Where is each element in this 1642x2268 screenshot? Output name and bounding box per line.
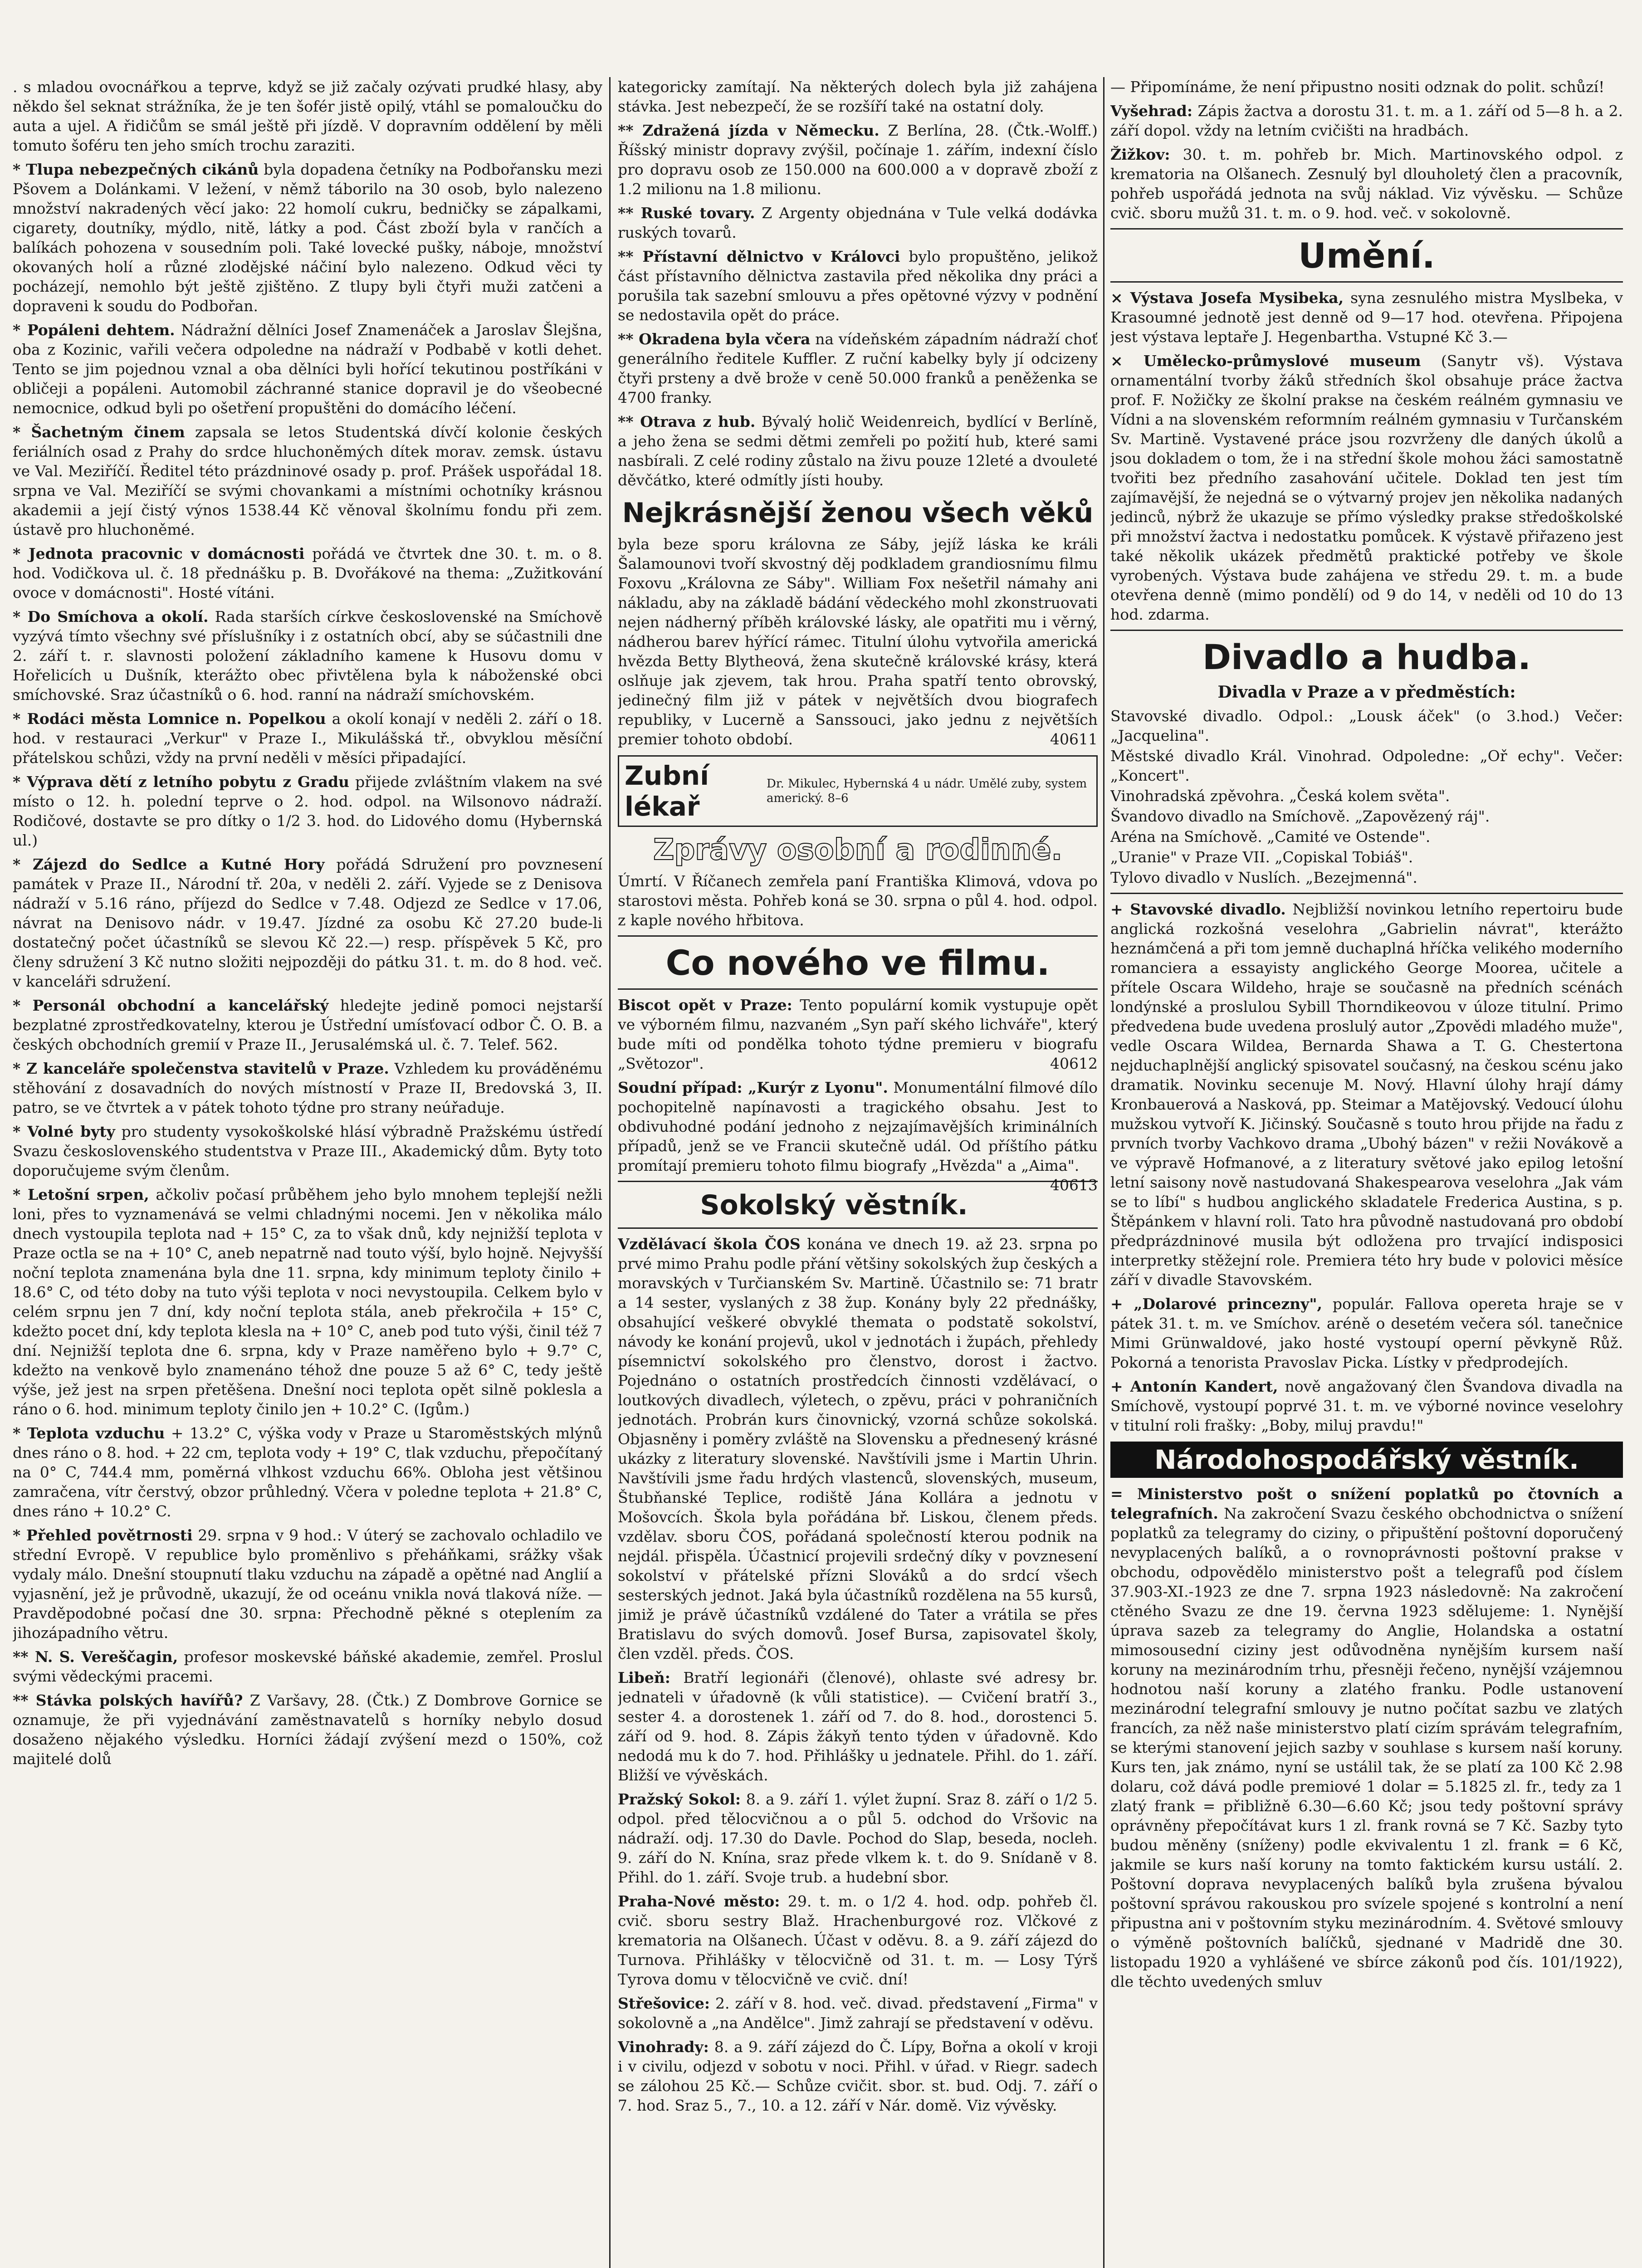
divider <box>1110 630 1623 631</box>
column-divider <box>609 77 611 2268</box>
personal-news-title: Zprávy osobní a rodinné. <box>653 833 1062 867</box>
news-article <box>13 607 602 704</box>
news-article <box>13 709 602 767</box>
sokol-article <box>618 1994 1098 2033</box>
divider <box>1110 893 1623 894</box>
article-lead: × Umělecko-průmyslové museum <box>1110 352 1421 370</box>
news-article <box>13 1122 602 1180</box>
article-lead: + „Dolarové princezny", <box>1110 1295 1323 1313</box>
article-text: nově angažovaný člen Švandova divadla na Smíchově, vystoupí poprvé 31. t. m. ve výborné novince veselohry v titulní roli frašky: „Boby, miluj pravdu!" <box>1110 1378 1623 1434</box>
article-code: 40613 <box>1050 1176 1098 1194</box>
article-lead: Praha-Nové město: <box>618 1892 780 1910</box>
news-article <box>13 1059 602 1117</box>
article-text: konána ve dnech 19. až 23. srpna po prvé mimo Prahu podle přání většiny sokolských žup českých a moravských v Turčianském Sv. Martině. Účastnilo se: 71 bratr a 14 sester, vyslaných z 38 žup. Konány byly 22 přednášky, obsahující veškeré obvyklé themata o podstatě sokolství, návody ke konání projevů, ukol v jednotách i župách, přehledy písemnictví sokolského pro členstvo, dorost i žactvo. Pojednáno o ostatních prostředcích činnosti vzdělávací, o loutkových divadlech, výletech, o zpěvu, práci v pohraničních jednotách. Probrán kurs činovnický, vzorná schůze sokolská. Objasněny i poměry zvláště na Slovensku a přednesený krásné ukázky z literatury slovenské. Navštívili jsme i Martin Uhrin. Navštívili jsme řadu hrdých vlastenců, slovenských, museum, Štubňanské Teplice, rodiště Jána Kollára a jednotu v Mošovcích. Škola byla pořádána bř. Liskou, členem předs. vzdělav. sboru ČOS, pořádaná společností kterou podnik na nejdál. přispěla. Účastnicí projevili srdečný díky v povznesení sokolství v přátelské přízni Slováků a do srdcí všech sesterských jednot. Jaká byla účastníků rozdělena na 55 kursů, jimiž je právě účastníků vzdálené do Tater a vrátila se přes Bratislavu do svých domovů. Josef Bursa, zapisovatel školy, člen vzděl. předs. ČOS. <box>618 1235 1098 1662</box>
news-article <box>13 77 602 155</box>
article-lead: Střešovice: <box>618 1994 710 2012</box>
article-text: na vídeňském západním nádraží choť generálního ředitele Kuffler. Z ruční kabelky byly jí odcizeny čtyři prsteny a dvě brože v ceně 50.000 franků a peněženka se 4700 franky. <box>618 330 1098 406</box>
article-text: 30. t. m. pohřeb br. Mich. Martinovského odpol. z krematoria na Olšanech. Zesnulý byl dlouholetý člen a pracovník, pohřeb uspořádá jednota na svůj náklad. Viz vývěsku. — Schůze cvič. sboru mužů 31. t. m. o 9. hod. več. v sokolovně. <box>1110 146 1623 222</box>
article-lead: = Ministerstvo pošt o snížení poplatků po čtovních a telegrafních. <box>1110 1485 1623 1522</box>
article-text: Bývalý holič Weidenreich, bydlící v Berlíně, a jeho žena se sedmi dětmi zemřeli po požití hub, které sami nasbírali. Z celé rodiny zůstalo na živu pouze 12leté a dvouleté děvčátko, které odmítly jísti houby. <box>618 413 1098 489</box>
news-article <box>13 996 602 1054</box>
article-text: Z Varšavy, 28. (Čtk.) Z Dombrove Gornice se oznamuje, že při vyjednávání zaměstnavatelů s horníky nebylo dosud dosaženo nějakého výsledku. Horníci žádají zvýšení mezd o 150%, což majitelé dolů <box>13 1691 602 1768</box>
article-text: syna zesnulého mistra Myslbeka, v Krasoumné jednotě jest denně od 9—17 hod. otevřena. Připojena jest výstava leptaře J. Hegenbartha. Vstupné Kč 3.— <box>1110 289 1623 346</box>
film-section-title: Co nového ve filmu. <box>665 943 1050 983</box>
article-lead: ** Otrava z hub. <box>618 413 756 430</box>
sokol-article <box>618 1789 1098 1887</box>
article-text: pořádá ve čtvrtek dne 30. t. m. o 8. hod. Vodičkova ul. č. 18 přednášku p. B. Dvořákové na thema: „Zužitkování ovoce v domácnosti". Hosté vítáni. <box>13 545 602 601</box>
article-text: hledejte jedině pomoci nejstarší bezplatné zprostředkovatelny, kterou je Ústřední umísťovací odbor Č. O. B. a českých obchodních gremií v Praze II., Jerusalémská ul. č. 7. Telef. 562. <box>13 997 602 1053</box>
personal-news <box>618 833 1098 930</box>
article-text: Nejbližší novinkou letního repertoiru bude anglická rozkošná veselohra „Gabrielin návrat", kterážto heznámčená a při tom jemně duchaplná hříčka velikého moderního romanciera a essayisty anglického George Moorea, učitele a přítele Oscara Wildeho, hraje se současně na předních scénách londýnské a proslulou Sybill Thorndikeovou v úloze titulní. Primo předvedena bude uvedena proslulý autor „Zpovědi mladého muže", vedle Oscara Wildea, Bernarda Shawa a T. G. Chestertona nejduchaplnější anglický spisovatel současný, na českou scénu jako dramatik. Novinku secenuje M. Nový. Hlavní úlohy hrají dámy Kronbauerová a Nasková, pp. Steimar a Matějovský. Vedoucí úlohu mužskou vytvoří K. Jičinský. Současně s touto hrou přijde na řadu z prvních tvorby Vachkovo drama „Ubohý bázen" v režii Novákově a ve výpravě Hofmanové, a z literatury světové jako epilog letošní letní saisony nově nastudovaná Shakespearova veselohra „Jak vám se to líbí" s hudbou anglického skladatele Frederica Austina, s p. Štěpánkem v hlavní roli. Tato hra původně nastudovaná pro období předprázdninové musila být odložena pro trvající indisposici interpretky stěžejní role. Premiera této hry bude v polovici měsíce září v divadle Stavovském. <box>1110 900 1623 1289</box>
article-text: bylo propuštěno, jelikož část přístavního dělnictva zastavila před několika dny práci a porušila tak sazební smlouvu a přes opětovné výzvy v podnění se nedostavila opět do práce. <box>618 248 1098 324</box>
article-lead: * Přehled povětrnosti <box>13 1526 193 1544</box>
news-article <box>618 121 1098 199</box>
article-text: kategoricky zamítají. Na některých dolech byla již zahájena stávka. Jest nebezpečí, že se rozšíří také na ostatní doly. <box>618 78 1098 115</box>
article-text: . s mladou ovocnářkou a teprve, když se již začaly ozývati prudké hlasy, aby někdo šel seknat strážníka, že je ten šofér jistě opilý, vtáhl se pomaloučku do auta a ujel. A řidičům se smál ještě při jízdě. V dopravním oddělení by měli tomuto šoféru ten jeho smích trochu zaraziti. <box>13 78 602 154</box>
news-article <box>13 160 602 316</box>
economy-section-title: Národohospodářský věstník. <box>1110 1442 1623 1478</box>
column-3 <box>1110 77 1623 2268</box>
sokol-article <box>618 1234 1098 1663</box>
article-lead: + Stavovské divadlo. <box>1110 900 1286 918</box>
article-text: zapsala se letos Studentská dívčí kolonie českých feriálních osad z Prahy do srdce hluchoněmých dítek morav. zemsk. ústavu ve Val. Meziříčí. Ředitel této prázdninové osady p. prof. Prášek uspořádal 18. srpna ve Val. Meziříčí se svými chovankami a místními ochotníky krásnou akademii a její čistý výnos 1538.44 Kč věnoval školnímu fondu při zem. ústavě pro hluchoněmé. <box>13 423 602 538</box>
art-article <box>1110 351 1623 624</box>
art-section-title: Umění. <box>1298 235 1435 276</box>
article-lead: Libeň: <box>618 1669 670 1686</box>
article-lead: * Z kanceláře společenstva stavitelů v Praze. <box>13 1060 389 1077</box>
article-lead: Soudní případ: „Kurýr z Lyonu". <box>618 1079 888 1096</box>
article-lead: * Rodáci města Lomnice n. Popelkou <box>13 710 326 728</box>
film-article <box>618 995 1098 1073</box>
theatre-article <box>1110 1377 1623 1435</box>
column-2 <box>618 77 1098 2268</box>
theatre-listing <box>1110 706 1623 887</box>
ad-queen-of-sheba <box>618 496 1098 749</box>
news-article <box>13 772 602 850</box>
theatre-article <box>1110 899 1623 1290</box>
article-text: 8. a 9. září zájezd do Č. Lípy, Bořna a okolí v kroji i v civilu, odjezd v sobotu v noci. Přihl. v úřad. v Riegr. sadech se zálohou 25 Kč.— Schůze cvičit. sbor. st. bud. Odj. 7. září o 7. hod. Sraz 5., 7., 10. a 12. září v Nár. domě. Viz vývěsky. <box>618 2038 1098 2114</box>
article-lead: * Výprava dětí z letního pobytu z Gradu <box>13 773 350 791</box>
theatre-listing-line: Tylovo divadlo v Nuslích. „Bezejmenná". <box>1110 869 1417 886</box>
divider <box>618 988 1098 990</box>
theatre-listing-line: „Uranie" v Praze VII. „Copiskal Tobiáš". <box>1110 848 1413 866</box>
theatre-article <box>1110 1294 1623 1372</box>
sokol-article <box>618 2037 1098 2115</box>
ad-title: Nejkrásnější ženou všech věků <box>622 497 1094 529</box>
article-text: přijede zvláštním vlakem na své místo o 12. h. polední teprve o 2. hod. odpol. na Wilsonovo nádraží. Rodičové, dostavte se pro dítky o 1/2 3. hod. do Lidového domu (Hybernská ul.) <box>13 773 602 849</box>
article-text: Bratří legionáři (členové), ohlaste své adresy br. jednateli v úřadovně (k vůli statistice). — Cvičení bratří 3., sester 4. a dorostenek 1. září od 7. do 8. hod., dorostenci 5. září od 9. hod. 8. Zápis žákyň tento týden v úřadovně. Kdo nedodá mu k do 7. hod. Přihlášky u jednatele. Přihl. do 1. září. Bližší ve vývěskách. <box>618 1669 1098 1784</box>
article-text: Monumentální filmové dílo pochopitelně napínavosti a tragického obsahu. Jest to obdivuhodné podání jednoho z nejzajímavějších kriminálních případů, jenž se ve Francii skutečně udál. Od příštího pátku promítají premieru tohoto filmu biografy „Hvězda" a „Aima". <box>618 1079 1098 1174</box>
article-text: Zápis žactva a dorostu 31. t. m. a 1. září od 5—8 h. a 2. září dopol. vždy na letním cvičišti na hradbách. <box>1110 102 1623 139</box>
article-lead: ** Zdražená jízda v Německu. <box>618 122 880 139</box>
article-lead: Vinohrady: <box>618 2038 709 2056</box>
article-text: byla dopadena četníky na Podbořansku mezi Pšovem a Dolánkami. V ležení, v němž táborilo na 30 osob, bylo nalezeno množství nakradených věcí jako: 22 homolí cukru, bedničky se zápalkami, cigarety, doutníky, mýdlo, nitě, látky a pod. Část zboží byla v rančích a balíkách pohozena v sousedním poli. Také lovecké pušky, náboje, množství okovaných holí a různé zlodějské náčiní bylo nalezeno. Odkud věci ty pocházejí, nemohlo být ještě zjištěno. Z tlupy byli čtyři muži zatčeni a dopraveni k soudu do Podbořan. <box>13 161 602 315</box>
article-text: Tento populární komik vystupuje opět ve výborném filmu, nazvaném „Syn paří ského lichváře", který bude míti od pondělka tohoto týdne premieru v biografu „Světozor". <box>618 996 1098 1072</box>
news-article <box>13 320 602 418</box>
sokol-section-title: Sokolský věstník. <box>700 1189 968 1221</box>
article-lead: Vyšehrad: <box>1110 102 1193 120</box>
column-divider <box>1103 77 1104 2268</box>
article-text: pořádá Sdružení pro povznesení památek v Praze II., Národní tř. 20a, v neděli 2. září. Vyjede se z Denisova nádraží v 5.16 ráno, příjezd do Sedlce v 7.48. Odjezd ze Sedlce v 17.06, návrat na Denisovo nádr. v 19.47. Jízdné za osobu Kč 27.20 bude-li dostatečný počet účastníků se slevou Kč 22.—) resp. příspěvek 5 Kč, pro členy sdružení 3 Kč nutno složiti nejpozději do pátku 31. t. m. do 8 hod. več. v kanceláři sdružení. <box>13 855 602 990</box>
article-text: 29. srpna v 9 hod.: V úterý se zachovalo ochladilo ve střední Evropě. V republice bylo proměnlivo s přeháňkami, srážky však vydaly málo. Dnešní stoupnutí tlaku vzduchu na západě a opětné nad Anglií a vyjasnění, jež je průvodně, ukazují, že od oceánu vnikla nová tlaková níže. — Pravděpodobné počasí dne 30. srpna: Přechodně pěkné s oteplením za jihozápadního větru. <box>13 1526 602 1642</box>
theatre-news <box>1110 899 1623 1435</box>
art-section <box>1110 288 1623 624</box>
news-article <box>13 1525 602 1642</box>
divider <box>618 935 1098 937</box>
article-text: Rada starších církve československé na Smíchově vyzývá tímto všechny své příslušníky i z ostatních obcí, aby se súčastnili dne 2. září t. r. slavnosti položení základního kamene k Husovu domu v Hořelicích u Dušník, kterážto obec přivtělena byla k náboženské obci smíchovské. Sraz účastníků o 6. hod. ranní na nádraží smíchovském. <box>13 608 602 704</box>
news-article <box>618 412 1098 490</box>
sokol-article <box>1110 77 1623 97</box>
article-text: a okolí konají v neděli 2. září o 18. hod. v restauraci „Verkur" v Praze I., Mikulášská tř., obvyklou měsíční přátelskou schůzi, vždy na první neděli v měsíci připadající. <box>13 710 602 767</box>
article-lead: Biscot opět v Praze: <box>618 996 792 1014</box>
article-lead: * Jednota pracovnic v domácnosti <box>13 545 305 562</box>
personal-news-text: Úmrtí. V Říčanech zemřela paní Františka Klimová, vdova po starostovi města. Pohřeb koná se 30. srpna o půl 4. hod. odpol. z kaple nového hřbitova. <box>618 872 1098 929</box>
news-article <box>618 247 1098 325</box>
article-text: (Sanytr vš). Výstava ornamentální tvorby žáků středních škol obsahuje práce žactva prof. F. Nožičky ze školní prakse na českém reálném gymnasiu ve Vídni a na slovenském reformním reálném gymnasiu v Turčanském Sv. Martině. Vystavené práce jsou rozvrženy dle daných úkolů a jsou dokladem o tom, že i na střední škole mohou žáci samostatně tvořiti bez předního zasahování učitele. Doklad ten jest tím zajímavější, že nejedná se o výtvarný projev jen několika nadaných jedinců, nýbrž že ukazuje se přímo výsledky prakse středoškolské při množství žactva i nedostatku pomůcek. K výstavě přiřazeno jest také několik ukázek předmětů praktické potřeby ve škole vyrobených. Výstava bude zahájena ve středu 29. t. m. a bude otevřena denně (mimo pondělí) od 9 do 14, v neděli od 10 do 13 hod. zdarma. <box>1110 352 1623 623</box>
article-text: + 13.2° C, výška vody v Praze u Staroměstských mlýnů dnes ráno o 8. hod. + 22 cm, teplota vody + 19° C, tlak vzduchu, přepočítaný na 0° C, 744.4 mm, poměrná vlhkost vzduchu 66%. Obloha jest většinou zamračena, vítr čerstvý, obzor průhledný. Včera v poledne teplota + 21.8° C, dnes ráno + 10.2° C. <box>13 1424 602 1520</box>
news-article <box>13 1647 602 1686</box>
article-lead: ** N. S. Vereščagin, <box>13 1648 178 1666</box>
ad-dentist-title: Zubní lékař <box>625 760 709 822</box>
divider <box>618 1227 1098 1229</box>
divider <box>1110 281 1623 283</box>
article-text: 2. září v 8. hod. več. divad. představení „Firma" v sokolovně a „na Andělce". Jimž zahrají se představení v oděvu. <box>618 1994 1098 2032</box>
article-text: pro studenty vysokoškolské hlásí výbradně Pražskému ústředí Svazu československého studentstva v Praze III., Akademický dům. Byty toto doporučujeme svým členům. <box>13 1123 602 1179</box>
divider <box>1110 228 1623 230</box>
sokol-section <box>618 1234 1098 2115</box>
article-lead: ** Stávka polských havířů? <box>13 1691 243 1709</box>
article-text: 29. t. m. o 1/2 4. hod. odp. pohřeb čl. cvič. sboru sestry Blaž. Hrachenburgové roz. Vlčkové z krematoria na Olšanech. Účast v oděvu. 8. a 9. září zájezd do Turnova. Přihlášky v tělocvičně od 31. t. m. — Losy Týrš Tyrova domu v tělocvičně ve cvič. dní! <box>618 1892 1098 1988</box>
sokol-article <box>618 1892 1098 1989</box>
theatre-listing-line: Aréna na Smíchově. „Camité ve Ostende". <box>1110 828 1431 846</box>
article-text: Na zakročení Svazu českého obchodnictva o snížení poplatků za telegramy do ciziny, o připuštění poštovní doporučený nevyplacených balíků, a o rovnoprávnosti poštovní prakse v obchodu, odpovědělo ministerstvo pošt a telegrafů pod číslem 37.903-XI.-1923 ze dne 7. srpna 1923 následovně: Na zakročení ctěného Svazu ze dne 19. června 1923 sdělujeme: 1. Nynější úprava sazeb za telegramy do Anglie, Holandska a ostatní mimosousední ciziny jest odůvodněna nynějším kursem naší koruny na mezinárodním trhu, přesněji řečeno, nynější vzájemnou hodnotou naší koruny a zlatého franku. Podle ustanovení mezinárodní telegrafní smlouvy je nutno počítat sazbu ve zlatých francích, za něž naše ministerstvo platí cizím správám telegrafním, se kterými stanovení jejich sazby v souhlase s kursem naší koruny. Kurs ten, jak známo, nyní se ustálil tak, že se platí za 100 Kč 2.98 dolaru, což dává podle premiové 1 dolar = 5.1825 zl. fr., tedy za 1 zlatý frank = přibližně 6.30—6.60 Kč; jsou tedy poštovní správy oprávněny přepočítávat kurs 1 zl. frank rovná se 7 Kč. Sazby tyto budou měněny (sníženy) podle ekvivalentu 1 zl. frank = 6 Kč, jakmile se kurs naší koruny na tomto faktickém kursu ustálí. 2. Poštovní doprava nevyplacených balíků byla zrušena bývalou poštovní správou rakouskou pro svízele spojené s kontrolní a není připustna ani v poštovním styku mezinárodním. 4. Světové smlouvy o výměně poštovních balíčků, sjednané v Madridě dne 30. listopadu 1920 a vyhlášené ve sbírce zákonů pod čís. 101/1922), dle těchto uvedených smluv <box>1110 1505 1623 1990</box>
article-lead: * Do Smíchova a okolí. <box>13 608 209 626</box>
economy-section <box>1110 1484 1623 1991</box>
article-text: profesor moskevské báňské akademie, zemřel. Proslul svými vědeckými pracemi. <box>13 1648 602 1685</box>
economy-article <box>1110 1484 1623 1991</box>
ad-text: byla beze sporu královna ze Sáby, jejíž láska ke králi Šalamounovi tvoří skvostný děj podkladem grandiosnímu filmu Foxovu „Královna ze Sáby". William Fox nešetřil námahy ani nákladu, aby na základě bádání vědeckého mohl zkonstruovati nejen nádherný příběh královské lásky, ale opatřiti mu i věrný, nádherou barev hýřící rámec. Titulní úlohu vytvořila americká hvězda Betty Blytheová, žena skutečně královské krásy, která oslňuje jak zjevem, tak hrou. Praha spatří tento obrovský, jedinečný film již v pátek v největších dvou biografech republiky, v Lucerně a Sanssouci, jako jednu z největších premier tohoto období. <box>618 535 1098 748</box>
article-lead: * Popáleni dehtem. <box>13 321 175 339</box>
art-article <box>1110 288 1623 347</box>
article-lead: * Letošní srpen, <box>13 1186 149 1203</box>
news-article <box>618 77 1098 116</box>
article-lead: * Teplota vzduchu <box>13 1424 165 1442</box>
article-text: Z Berlína, 28. (Čtk.-Wolff.) Říšský ministr dopravy zvýšil, počínaje 1. zářím, indexní číslo pro dopravu osob ze 150.000 na 600.000 a v dopravě zboží z 1.2 milionu na 1.8 milionu. <box>618 122 1098 198</box>
sokol-article <box>618 1668 1098 1785</box>
sokol-article <box>1110 101 1623 140</box>
article-lead: ** Přístavní dělnictvo v Královci <box>618 248 900 265</box>
article-lead: Žižkov: <box>1110 146 1170 163</box>
article-text: Z Argenty objednána v Tule velká dodávka ruských tovarů. <box>618 204 1098 241</box>
news-article <box>13 1423 602 1521</box>
article-lead: ** Ruské tovary. <box>618 204 755 222</box>
article-text: Vzhledem ku prováděnému stěhování z dosavadních do nových místností v Praze II, Bredovská 3, II. patro, se ve čtvrtek a v pátek tohoto týdne pro strany neúřaduje. <box>13 1060 602 1116</box>
news-article <box>618 329 1098 407</box>
news-article <box>13 544 602 602</box>
ad-dentist <box>618 755 1098 827</box>
article-text: ačkoliv počasí průběhem jeho bylo mnohem teplejší nežli loni, přes to vyznamenává se velmi chladnými nocemi. Jen v několika málo dnech vystoupila teplota nad + 15° C, za to však dnů, kdy nejnižší teplota v Praze octla se na + 10° C, aneb nepatrně nad touto výší, bylo hojně. Nejvyšší noční teplota znamenána byla dne 11. srpna, kdy minimum teploty činilo + 18.6° C, od této doby na tuto výši teplota v noci nevystoupila. Celkem bylo v celém srpnu jen 7 dní, kdy noční teplota stála, aneb překročila + 15° C, kdežto pocet dní, kdy teplota klesla na + 10° C, aneb pod tuto výši, činil též 7 dní. Nejnižší teplota dne 6. srpna, kdy v Praze naměřeno bylo + 9.7° C, kdežto na venkově bylo znamenáno téhož dne pouze 5 až 6° C, tedy ještě výše, jež jest na srpen přetěšena. Dnešní noci teplota opět silně poklesla a ráno o 6. hod. minimum teploty činilo jen + 10.2° C. (Igům.) <box>13 1186 602 1418</box>
article-lead: * Zájezd do Sedlce a Kutné Hory <box>13 855 325 873</box>
article-lead: × Výstava Josefa Mysibeka, <box>1110 289 1344 307</box>
article-lead: * Šachetným činem <box>13 423 185 441</box>
theatre-listing-line: Švandovo divadlo na Smíchově. „Zapovězený ráj". <box>1110 807 1490 825</box>
ad-dentist-text: Dr. Mikulec, Hybernská 4 u nádr. Umělé zuby, system americký. 8–6 <box>767 777 1087 805</box>
column-1 <box>13 77 602 2268</box>
article-lead: ** Okradena byla včera <box>618 330 811 348</box>
film-article <box>618 1078 1098 1194</box>
article-code: 40612 <box>1050 1055 1098 1072</box>
news-article <box>13 1691 602 1769</box>
article-lead: Pražský Sokol: <box>618 1790 741 1808</box>
sokol-article <box>1110 145 1623 223</box>
news-article <box>13 1185 602 1419</box>
article-lead: Vzdělávací škola ČOS <box>618 1235 801 1253</box>
article-lead: * Volné byty <box>13 1123 115 1140</box>
news-article <box>13 855 602 991</box>
article-lead: * Personál obchodní a kancelářský <box>13 997 329 1014</box>
article-text: 8. a 9. září 1. výlet župní. Sraz 8. září o 1/2 5. odpol. před tělocvičnou a o půl 5. odchod do Vršovic na nádraží. odj. 17.30 do Davle. Pochod do Slap, beseda, nocleh. 9. září do N. Knína, sraz přede vlkem k. t. do 9. Snídaně v 8. Přihl. do 1. září. Svoje trub. a hudební sbor. <box>618 1790 1098 1886</box>
divider <box>618 1181 1098 1182</box>
ad-code: 40611 <box>1050 730 1098 748</box>
news-article <box>618 203 1098 242</box>
article-text: populár. Fallova opereta hraje se v pátek 31. t. m. ve Smíchov. aréně o desetém večera sól. tanečnice Mimi Grünwaldové, jako hosté vystoupí operní pěvkyně Růž. Pokorná a tenorista Pravoslav Picka. Lístky v předprodejích. <box>1110 1295 1623 1371</box>
theatre-subtitle: Divadla v Praze a v předměstích: <box>1217 683 1516 702</box>
article-text: — Připomínáme, že není připustno nositi odznak do polit. schůzí! <box>1110 78 1605 96</box>
news-article <box>13 422 602 539</box>
theatre-listing-line: Vinohradská zpěvohra. „Česká kolem světa". <box>1110 787 1450 805</box>
theatre-section-title: Divadlo a hudba. <box>1202 637 1531 677</box>
article-lead: * Tlupa nebezpečných cikánů <box>13 161 259 178</box>
film-section <box>618 995 1098 1194</box>
theatre-listing-line: Městské divadlo Král. Vinohrad. Odpoledne: „Oř echy". Večer: „Koncert". <box>1110 747 1623 784</box>
article-text: Nádražní dělníci Josef Znamenáček a Jaroslav Šlejšna, oba z Kozinic, vařili večera odpoledne na nádraží v Podbabě v kotli dehet. Tento se jim pojednou vznal a oba dělníci byli hořící tekutinou postříkáni v obličeji a popáleni. Automobil záchranné stanice dopravil je do všeobecné nemocnice, odkud byli po ošetření propuštěni do domácího léčení. <box>13 321 602 417</box>
article-lead: + Antonín Kandert, <box>1110 1378 1278 1395</box>
theatre-listing-line: Stavovské divadlo. Odpol.: „Lousk áček" (o 3.hod.) Večer: „Jacquelina". <box>1110 707 1623 744</box>
